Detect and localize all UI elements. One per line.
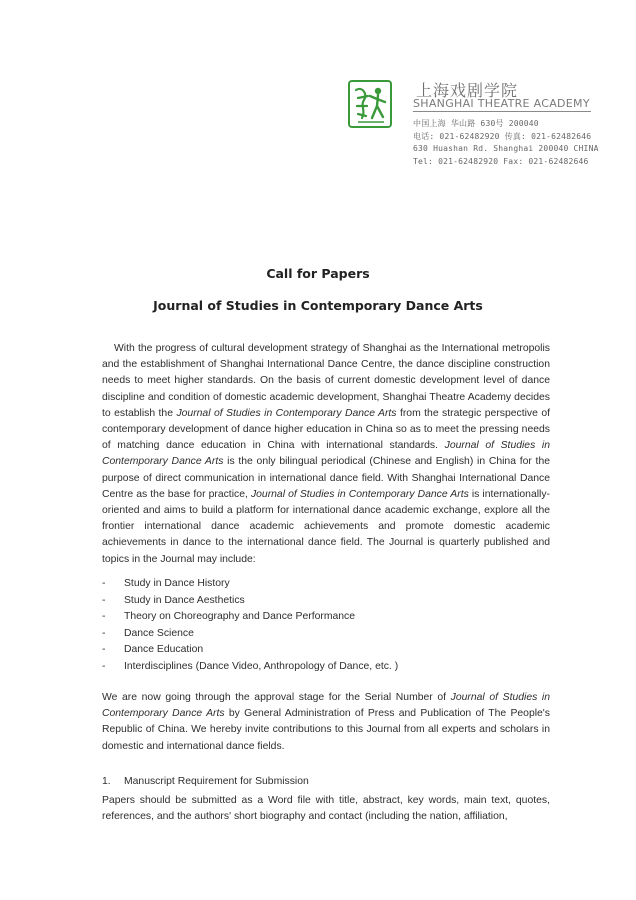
phone-cn: 电话: 021-62482920 传真: 021-62482646: [413, 132, 592, 141]
list-item: [102, 659, 398, 676]
section-number: 1.: [102, 776, 111, 787]
approval-paragraph: [102, 690, 550, 755]
section-text: Papers should be submitted as a Word file with title, abstract, key words, main text, quotes, references, and the authors' short biography and contact (including the nation, affiliation,: [102, 795, 550, 823]
address-en: 630 Huashan Rd. Shanghai 200040 CHINA: [413, 144, 599, 153]
journal-title: Journal of Studies in Contemporary Dance Arts: [153, 298, 483, 313]
call-for-papers-heading: Call for Papers: [266, 266, 370, 281]
intro-text-3: is the only bilingual periodical (Chinese and English) in China for the purpose of direct communication in international dance field. With Shanghai International Dance Centre as the base for practice,: [102, 456, 550, 500]
academy-logo: [348, 80, 392, 128]
org-name-cn: 上海戏剧学院: [416, 81, 519, 100]
journal-name: Journal of Studies in Contemporary Dance Arts: [102, 440, 550, 468]
topic-label: Study in Dance History: [124, 578, 230, 589]
list-item: [102, 593, 398, 610]
list-dash: -: [102, 627, 106, 639]
intro-text-4: is internationally-oriented and aims to build a platform for international dance academic exchange, explore all the frontier international dance academic achievements and promote domestic academic achievements in dance to the international dance field. The Journal is quarterly published and topics in the Journal may include:: [102, 488, 550, 565]
list-dash: -: [102, 578, 106, 589]
topic-label: Dance Science: [124, 627, 194, 639]
topic-label: Dance Education: [124, 644, 204, 656]
list-dash: -: [102, 644, 106, 656]
list-item: [102, 642, 398, 659]
intro-text-2: from the strategic perspective of contemporary development of dance higher education in China so as to meet the pressing needs of matching dance education in China with international standards.: [102, 407, 550, 452]
intro-text-1: With the progress of cultural development strategy of Shanghai as the International metropolis and the establishment of Shanghai International Dance Centre, the dance discipline construction needs to meet higher standards. On the basis of current domestic development level of dance discipline and condition of domestic academic development, Shanghai Theatre Academy decides to establish the: [102, 343, 550, 419]
phone-en: Tel: 021-62482920 Fax: 021-62482646: [413, 157, 589, 166]
journal-name: Journal of Studies in Contemporary Dance Arts: [102, 692, 550, 720]
topics-list: [102, 576, 398, 676]
list-dash: -: [102, 660, 106, 672]
address-cn: 中国上海 华山路 630号 200040: [413, 119, 539, 128]
approval-text-1: We are now going through the approval stage for the Serial Number of: [102, 692, 451, 703]
intro-paragraph: [102, 341, 550, 568]
list-dash: -: [102, 594, 106, 606]
approval-text-2: by General Administration of Press and Publication of The People's Republic of China. We hereby invite contributions to this Journal from all experts and scholars in domestic and international dance fields.: [102, 708, 550, 752]
topic-label: Theory on Choreography and Dance Performance: [124, 611, 356, 623]
journal-name: Journal of Studies in Contemporary Dance Arts: [250, 488, 469, 500]
list-item: [102, 576, 398, 593]
section-heading: [102, 776, 309, 787]
topic-label: Interdisciplines (Dance Video, Anthropology of Dance, etc. ): [124, 660, 399, 672]
list-item: [102, 626, 398, 643]
section-title: Manuscript Requirement for Submission: [124, 776, 309, 787]
org-name-en: SHANGHAI THEATRE ACADEMY: [413, 97, 590, 110]
list-dash: -: [102, 611, 106, 623]
section-paragraph: [102, 793, 550, 841]
topic-label: Study in Dance Aesthetics: [124, 594, 245, 606]
journal-name: Journal of Studies in Contemporary Dance Arts: [176, 407, 397, 419]
list-item: [102, 609, 398, 626]
